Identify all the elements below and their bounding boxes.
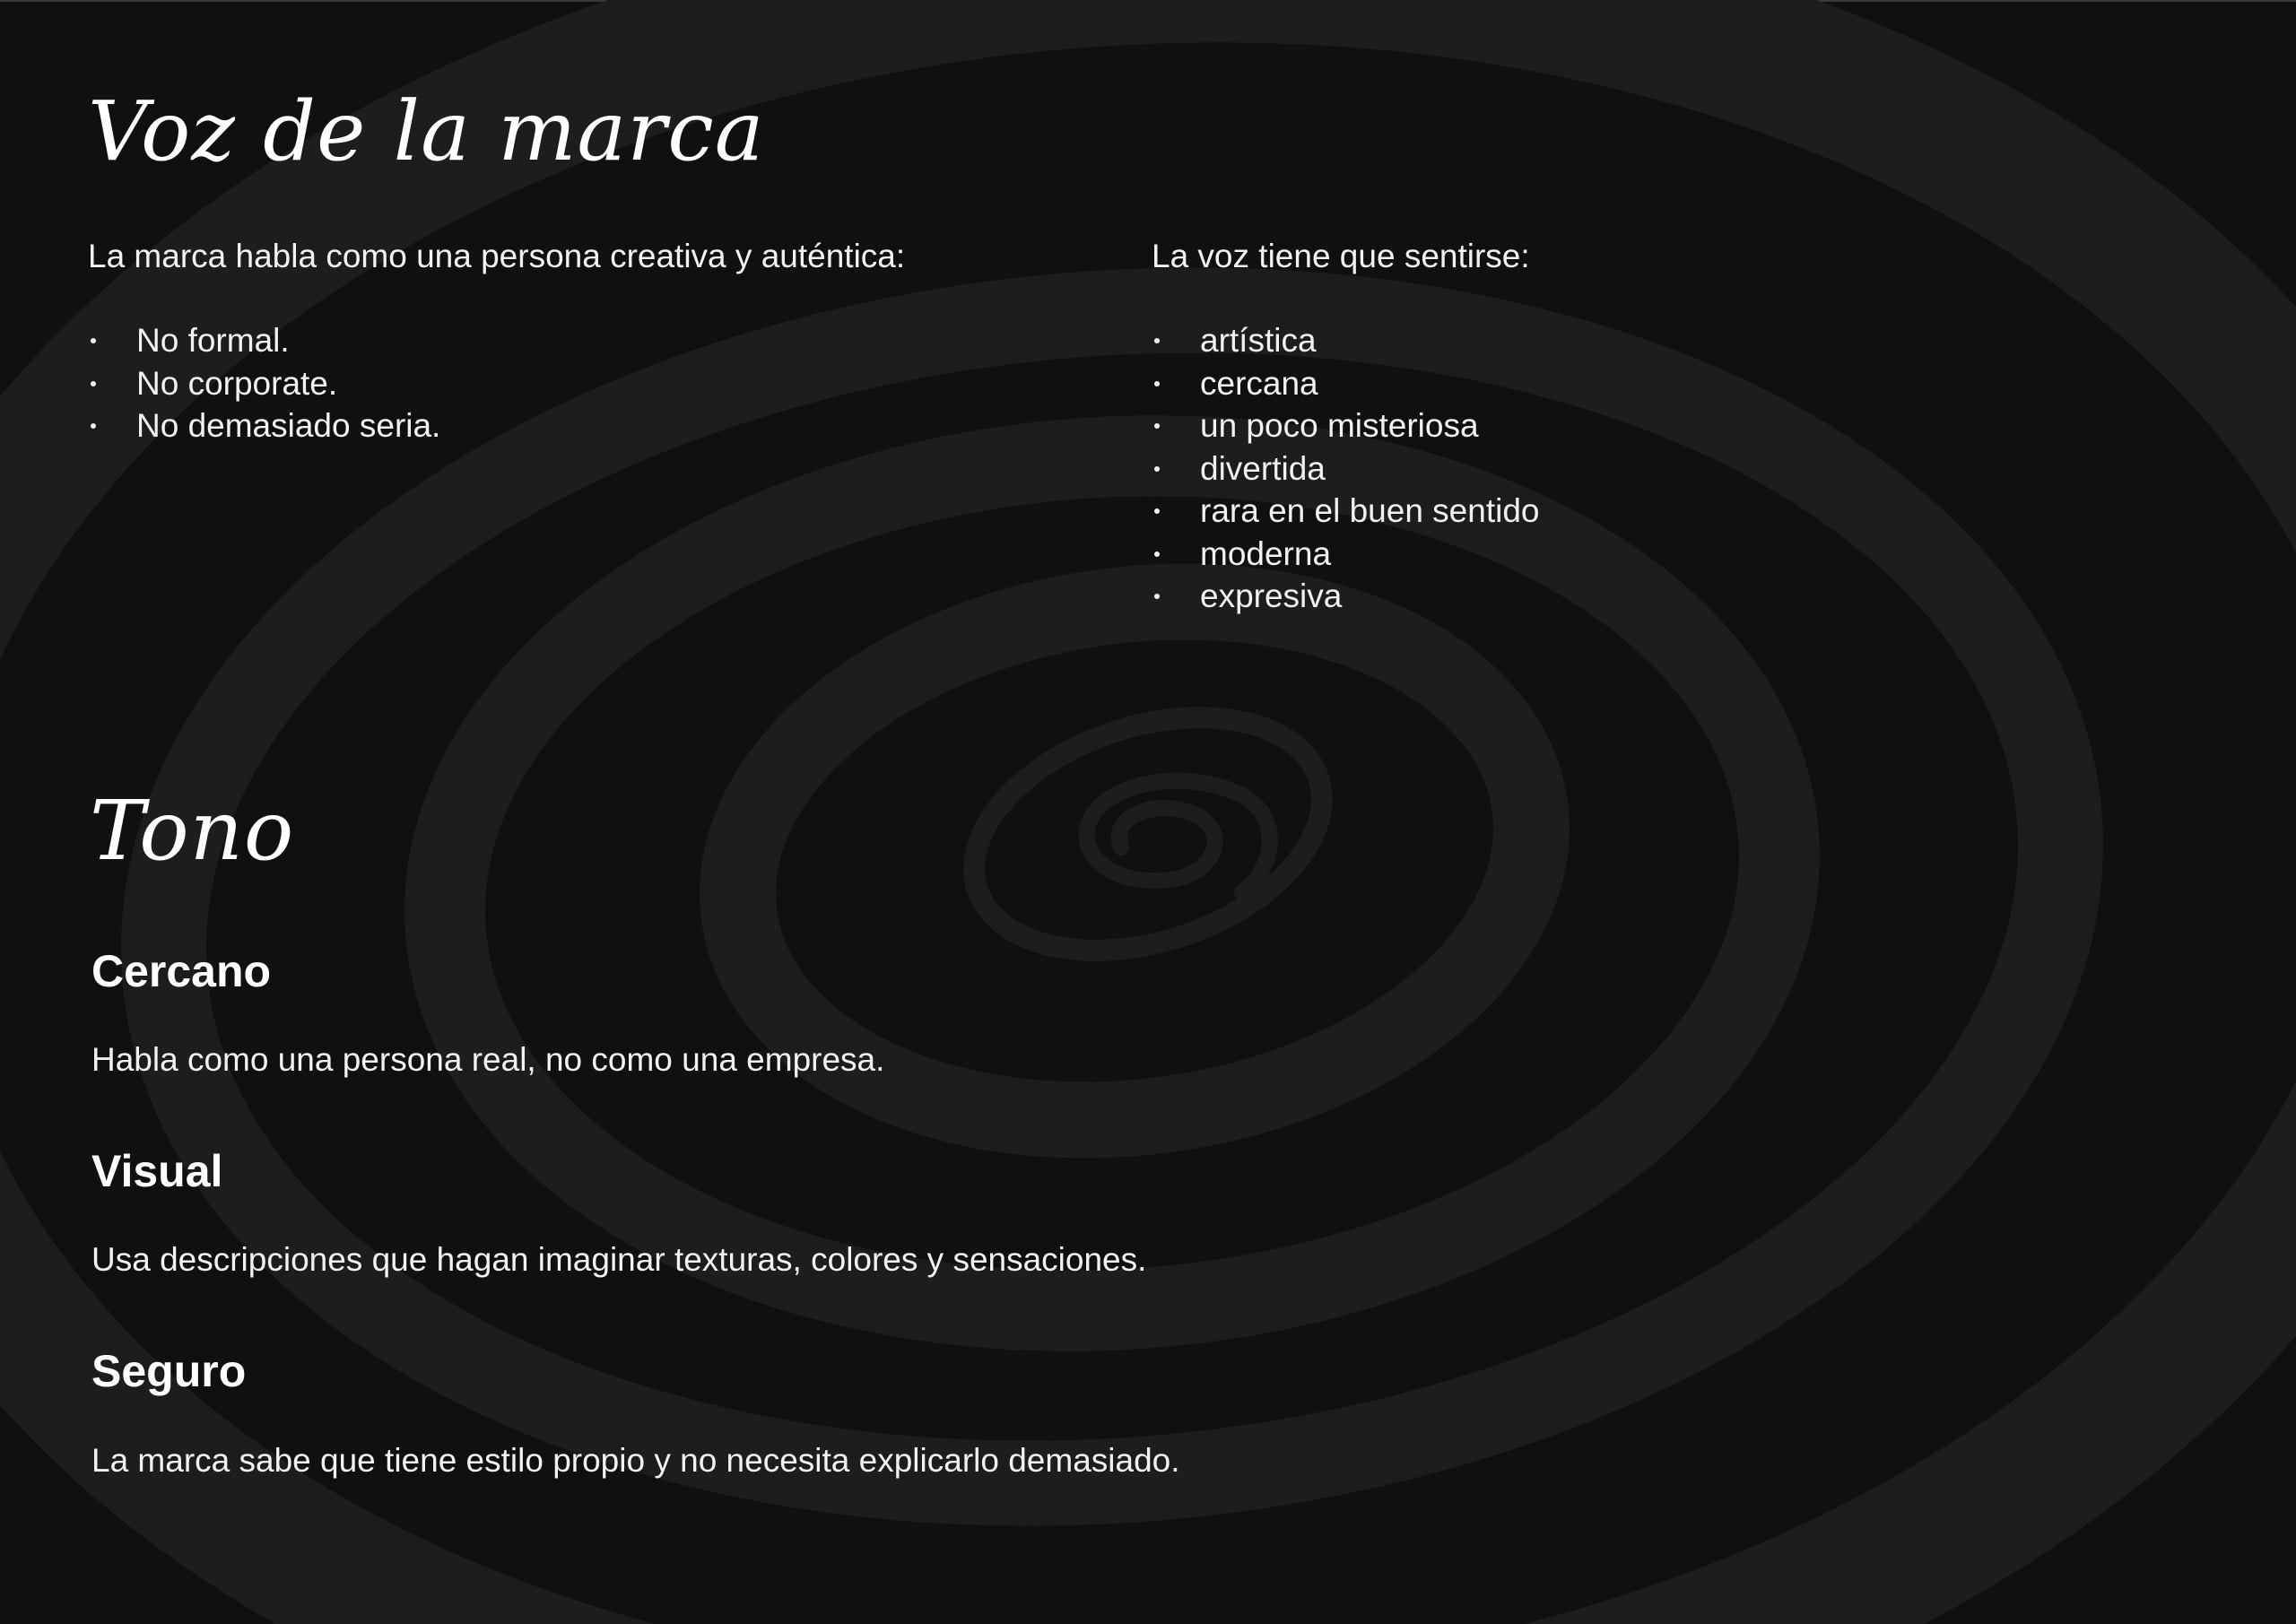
voice-left-list: [88, 319, 440, 447]
list-item: cercana: [1152, 362, 1540, 405]
voice-intro-left: La marca habla como una persona creativa y auténtica:: [88, 238, 906, 274]
list-item: rara en el buen sentido: [1152, 490, 1540, 533]
tone-heading-cercano: Cercano: [91, 946, 272, 996]
tone-title: Tono: [90, 783, 295, 879]
tone-text-cercano: Habla como una persona real, no como una empresa.: [91, 1041, 885, 1078]
list-item: No demasiado seria.: [88, 404, 440, 447]
list-item: No corporate.: [88, 362, 440, 405]
list-item: divertida: [1152, 447, 1540, 491]
tone-text-visual: Usa descripciones que hagan imaginar texturas, colores y sensaciones.: [91, 1241, 1147, 1278]
list-item: artística: [1152, 319, 1540, 362]
list-item: expresiva: [1152, 575, 1540, 618]
tone-heading-seguro: Seguro: [91, 1346, 247, 1396]
list-item: moderna: [1152, 533, 1540, 576]
list-item: un poco misteriosa: [1152, 404, 1540, 447]
voice-title: Voz de la marca: [88, 83, 765, 179]
list-item: No formal.: [88, 319, 440, 362]
voice-intro-right: La voz tiene que sentirse:: [1152, 238, 1530, 274]
voice-right-list: [1152, 319, 1540, 618]
tone-heading-visual: Visual: [91, 1146, 223, 1196]
tone-text-seguro: La marca sabe que tiene estilo propio y no necesita explicarlo demasiado.: [91, 1442, 1180, 1479]
